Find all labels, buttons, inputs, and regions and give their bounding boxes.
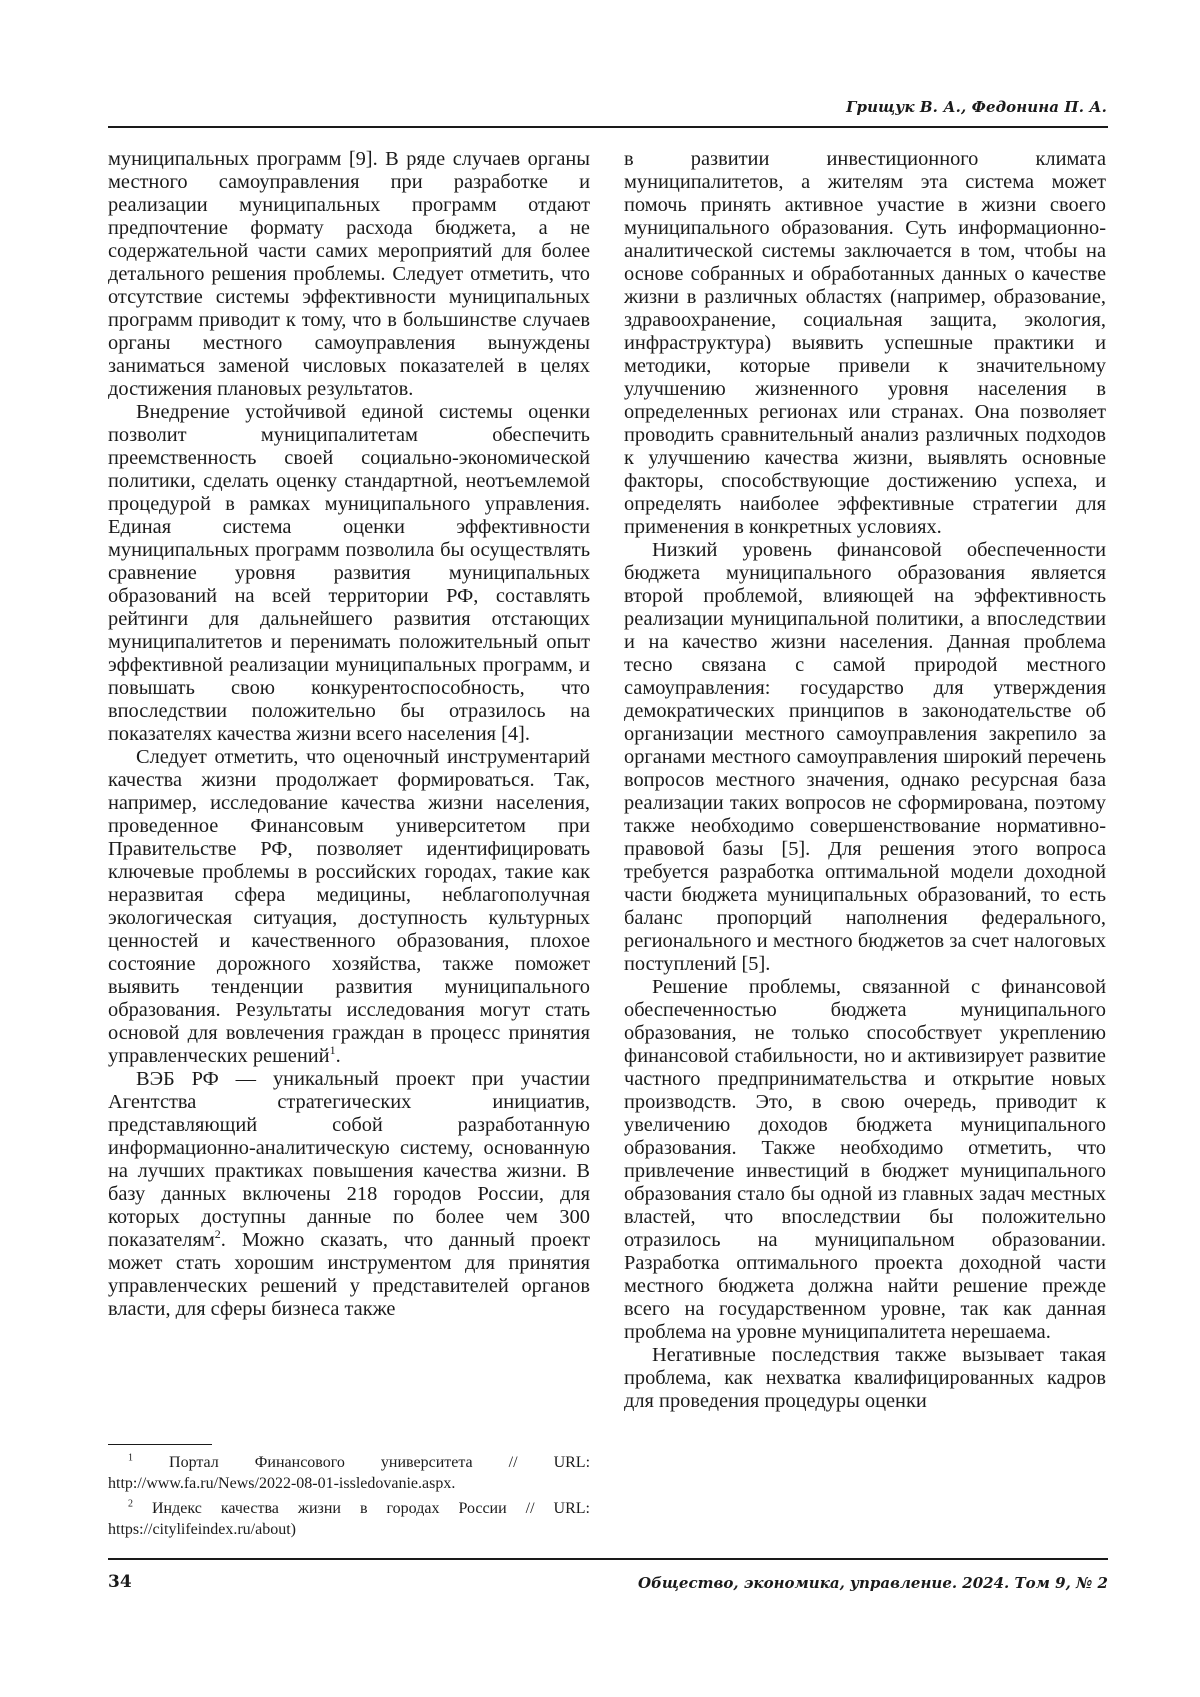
footnote bbox=[108, 1498, 590, 1540]
journal-citation: Общество, экономика, управление. 2024. Том 9, № 2 bbox=[638, 1574, 1108, 1592]
left-column bbox=[108, 148, 590, 1321]
footnote-mark: 2 bbox=[128, 1498, 133, 1510]
paragraph: Внедрение устойчивой единой системы оценки позволит муниципалитетам обеспечить преемственность своей социально-экономической политики, сделать оценку стандартной, неотъемлемой процедурой в рамках муниципального управления. Единая система оценки эффективности муниципальных программ позволила бы осуществлять сравнение уровня развития муниципальных образований на всей территории РФ, составлять рейтинги для дальнейшего развития отстающих муниципалитетов и перенимать положительный опыт эффективной реализации муниципальных программ, и повышать свою конкурентоспособность, что впоследствии положительно бы отразилось на показателях качества жизни всего населения [4]. bbox=[108, 401, 590, 745]
paragraph: в развитии инвестиционного климата муниципалитетов, а жителям эта система может помочь принять активное участие в жизни своего муниципального образования. Суть информационно-аналитической системы заключается в том, чтобы на основе собранных и обработанных данных о качестве жизни в различных областях (например, образование, здравоохранение, социальная защита, экология, инфраструктура) выявить успешные практики и методики, которые привели к значительному улучшению жизненного уровня населения в определенных регионах или странах. Она позволяет проводить сравнительный анализ различных подходов к улучшению качества жизни, выявлять основные факторы, способствующие достижению успеха, и определять наиболее эффективные стратегии для применения в конкретных условиях. bbox=[624, 148, 1106, 538]
footer-rule bbox=[108, 1558, 1108, 1560]
running-header-authors: Грищук В. А., Федонина П. А. bbox=[846, 98, 1107, 116]
paragraph: Негативные последствия также вызывает такая проблема, как нехватка квалифицированных кадров для проведения процедуры оценки bbox=[624, 1344, 1106, 1412]
paragraph: Следует отметить, что оценочный инструментарий качества жизни продолжает формироваться. Так, например, исследование качества жизни населения, проведенное Финансовым университетом при Правительстве РФ, позволяет идентифицировать ключевые проблемы в российских городах, такие как неразвитая сфера медицины, неблагополучная экологическая ситуация, доступность культурных ценностей и качественного образования, плохое состояние дорожного хозяйства, также поможет выявить тенденции развития муниципального образования. Результаты исследования могут стать основой для вовлечения граждан в процесс принятия управленческих решений$^1$. bbox=[108, 746, 590, 1067]
paragraph bbox=[108, 1068, 590, 1321]
page-number: 34 bbox=[108, 1572, 132, 1592]
paragraph: муниципальных программ [9]. В ряде случаев органы местного самоуправления при разработке и реализации муниципальных программ отдают предпочтение формату расхода бюджета, а не содержательной части самих мероприятий для более детального решения проблемы. Следует отметить, что отсутствие системы эффективности муниципальных программ приводит к тому, что в большинстве случаев органы местного самоуправления вынуждены заниматься заменой числовых показателей в целях достижения плановых результатов. bbox=[108, 148, 590, 400]
paragraph-text: ВЭБ РФ — уникальный проект при участии Агентства стратегических инициатив, представляющий собой разработанную информационно-аналитическую систему, основанную на лучших практиках повышения качества жизни. В базу данных включены 218 городов России, для которых доступны данные по более чем 300 показателям bbox=[108, 1068, 590, 1251]
footnote-text: Индекс качества жизни в городах России // URL: https://citylifeindex.ru/about) bbox=[108, 1500, 590, 1538]
right-column bbox=[624, 148, 1106, 1413]
paragraph-text: Следует отметить, что оценочный инструментарий качества жизни продолжает формироваться. Так, например, исследование качества жизни населения, проведенное Финансовым университетом при Правительстве РФ, позволяет идентифицировать ключевые проблемы в российских городах, такие как неразвитая сфера медицины, неблагополучная экологическая ситуация, доступность культурных ценностей и качественного образования, плохое состояние дорожного хозяйства, также поможет выявить тенденции развития муниципального образования. Результаты исследования могут стать основой для вовлечения граждан в процесс принятия управленческих решений bbox=[108, 746, 590, 1067]
footnote-ref[interactable]: 2 bbox=[214, 1227, 221, 1242]
paragraph: Низкий уровень финансовой обеспеченности бюджета муниципального образования является второй проблемой, влияющей на эффективность реализации муниципальной политики, а впоследствии и на качество жизни населения. Данная проблема тесно связана с самой природой местного самоуправления: государство для утверждения демократических принципов в законодательстве об организации местного самоуправления закрепило за органами местного самоуправления широкий перечень вопросов местного значения, однако ресурсная база реализации таких вопросов не сформирована, поэтому также необходимо совершенствование нормативно-правовой базы [5]. Для решения этого вопроса требуется разработка оптимальной модели доходной части бюджета муниципальных образований, то есть баланс пропорций наполнения федерального, регионального и местного бюджетов за счет налоговых поступлений [5]. bbox=[624, 539, 1106, 975]
footnote-text: Портал Финансового университета // URL: http://www.fa.ru/News/2022-08-01-issledovanie.aspx. bbox=[108, 1454, 591, 1492]
footnote bbox=[108, 1452, 590, 1494]
footnote-mark: 1 bbox=[128, 1452, 133, 1464]
footnotes bbox=[108, 1452, 590, 1544]
paragraph: Решение проблемы, связанной с финансовой обеспеченностью бюджета муниципального образования, не только способствует укреплению финансовой стабильности, но и активизирует развитие частного предпринимательства и открытие новых производств. Это, в свою очередь, приводит к увеличению доходов бюджета муниципального образования. Также необходимо отметить, что привлечение инвестиций в бюджет муниципального образования стало бы одной из главных задач местных властей, что впоследствии бы положительно отразилось на муниципальном образовании. Разработка оптимального проекта доходной части местного бюджета должна найти решение прежде всего на государственном уровне, так как данная проблема на уровне муниципалитета нерешаема. bbox=[624, 976, 1106, 1343]
paragraph-text: . Можно сказать, что данный проект может стать хорошим инструментом для принятия управленческих решений у представителей органов власти, для сферы бизнеса также bbox=[108, 1229, 590, 1320]
footnote-ref[interactable]: 1 bbox=[329, 1043, 336, 1058]
footnote-separator bbox=[108, 1444, 212, 1445]
header-rule bbox=[108, 126, 1108, 128]
